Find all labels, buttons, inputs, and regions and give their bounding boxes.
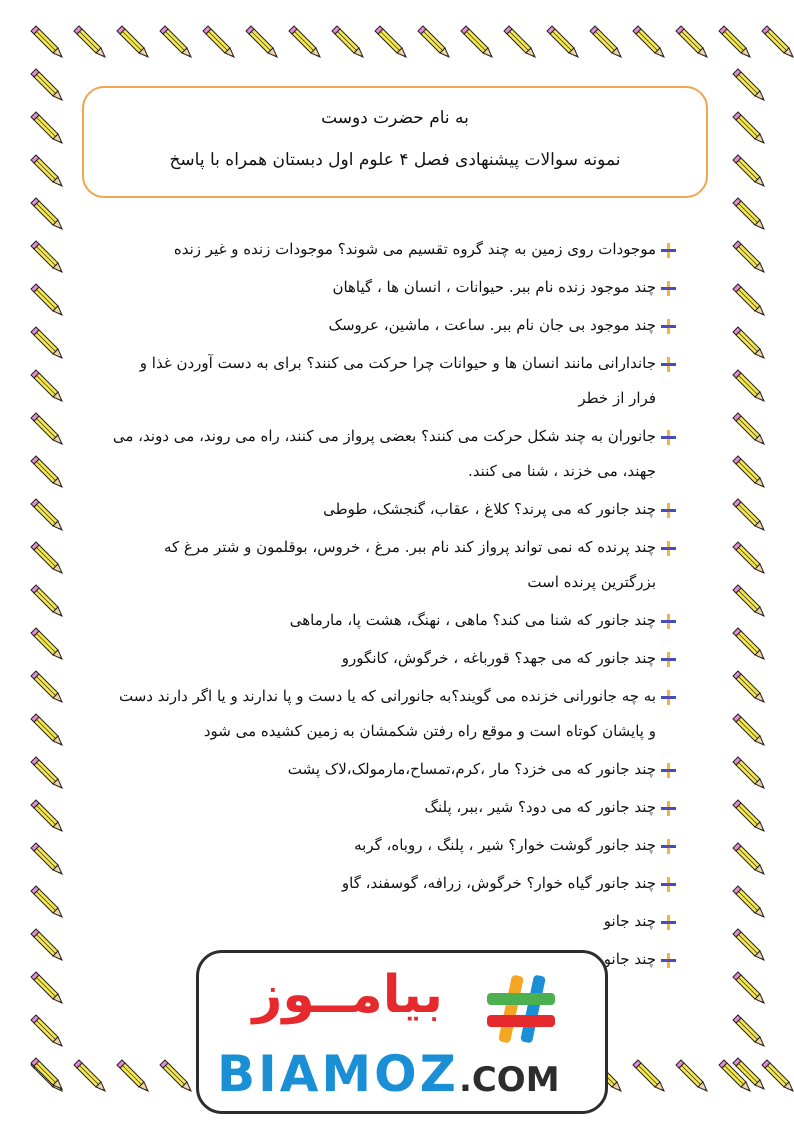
list-item-text: چند موجود زنده نام ببر. حیوانات ، انسان ها ، گیاهان	[332, 278, 656, 296]
pencil-icon	[733, 456, 764, 487]
pencil-icon	[203, 26, 234, 57]
hashtag-icon	[481, 969, 561, 1049]
list-item-text: چند جانور که می خزد؟ مار ،کرم،تمساح،مارمولک،لاک پشت	[287, 760, 656, 778]
pencil-icon	[733, 714, 764, 745]
list-item	[110, 866, 676, 901]
list-item	[110, 679, 676, 749]
pencil-icon	[160, 26, 191, 57]
plus-bullet-icon	[661, 357, 676, 372]
list-item-text: چند جانور گیاه خوار؟ خرگوش، زرافه، گوسفند، گاو	[341, 874, 656, 892]
list-item-text: چند جانور گوشت خوار؟ شیر ، پلنگ ، روباه، گربه	[354, 836, 656, 854]
pencil-icon	[418, 26, 449, 57]
pencil-icon	[733, 413, 764, 444]
pencil-icon	[762, 26, 793, 57]
pencil-icon	[31, 843, 62, 874]
pencil-icon	[676, 1060, 707, 1091]
pencil-icon	[31, 929, 62, 960]
pencil-icon	[676, 26, 707, 57]
list-item-text: جاندارانی مانند انسان ها و حیوانات چرا حرکت می کنند؟ برای به دست آوردن غذا و فرار از خطر	[139, 354, 656, 407]
pencil-icon	[733, 757, 764, 788]
pencil-icon	[31, 284, 62, 315]
pencil-icon	[733, 972, 764, 1003]
plus-bullet-icon	[661, 541, 676, 556]
pencil-icon	[733, 284, 764, 315]
plus-bullet-icon	[661, 839, 676, 854]
pencil-icon	[31, 972, 62, 1003]
pencil-icon	[117, 1060, 148, 1091]
pencil-icon	[31, 370, 62, 401]
pencil-icon	[31, 499, 62, 530]
pencil-icon	[733, 370, 764, 401]
pencil-icon	[733, 886, 764, 917]
plus-bullet-icon	[661, 690, 676, 705]
list-item	[110, 790, 676, 825]
pencil-icon	[31, 628, 62, 659]
list-item	[110, 419, 676, 489]
list-item	[110, 492, 676, 527]
pencil-icon	[31, 456, 62, 487]
list-item	[110, 530, 676, 600]
plus-bullet-icon	[661, 430, 676, 445]
list-item-text: موجودات روی زمین به چند گروه تقسیم می شوند؟ موجودات زنده و غیر زنده	[173, 240, 656, 258]
pencil-icon	[31, 800, 62, 831]
pencil-icon	[160, 1060, 191, 1091]
pencil-icon	[733, 585, 764, 616]
list-item	[110, 752, 676, 787]
pencil-icon	[31, 714, 62, 745]
pencil-icon	[733, 1015, 764, 1046]
plus-bullet-icon	[661, 614, 676, 629]
pencil-icon	[504, 26, 535, 57]
plus-bullet-icon	[661, 877, 676, 892]
pencil-icon	[74, 1060, 105, 1091]
pencil-icon	[733, 69, 764, 100]
list-item	[110, 904, 676, 939]
pencil-icon	[289, 26, 320, 57]
list-item	[110, 828, 676, 863]
plus-bullet-icon	[661, 243, 676, 258]
pencil-icon	[733, 843, 764, 874]
plus-bullet-icon	[661, 953, 676, 968]
list-item-text: به چه جانورانی خزنده می گویند؟به جانورانی که یا دست و پا ندارند و یا اگر دارند دست و پایشان کوتاه است و موقع راه رفتن شکمشان به زمین کشیده می شود	[118, 687, 656, 740]
pencil-icon	[31, 1015, 62, 1046]
list-item-text: چند جانور که شنا می کند؟ ماهی ، نهنگ، هشت پا، مارماهی	[289, 611, 656, 629]
logo-latin-text	[217, 1045, 560, 1103]
pencil-icon	[31, 585, 62, 616]
pencil-icon	[733, 671, 764, 702]
pencil-icon	[117, 26, 148, 57]
list-item-text: چند موجود بی جان نام ببر. ساعت ، ماشین، عروسک	[328, 316, 656, 334]
pencil-icon	[719, 26, 750, 57]
pencil-icon	[31, 155, 62, 186]
page-title: نمونه سوالات پیشنهادی فصل ۴ علوم اول دبستان همراه با پاسخ	[169, 150, 621, 170]
plus-bullet-icon	[661, 801, 676, 816]
pencil-icon	[461, 26, 492, 57]
plus-bullet-icon	[661, 281, 676, 296]
logo-domain: .COM	[458, 1060, 560, 1100]
pencil-icon	[74, 26, 105, 57]
pencil-icon	[31, 886, 62, 917]
question-list	[110, 232, 676, 980]
pencil-icon	[633, 26, 664, 57]
page-greeting: به نام حضرت دوست	[321, 108, 469, 128]
list-item-text: جانوران به چند شکل حرکت می کنند؟ بعضی پرواز می کنند، راه می روند، می دوند، می جهند، می خزند ، شنا می کنند.	[112, 427, 656, 480]
pencil-icon	[733, 542, 764, 573]
plus-bullet-icon	[661, 763, 676, 778]
list-item	[110, 308, 676, 343]
pencil-icon	[633, 1060, 664, 1091]
list-item	[110, 641, 676, 676]
pencil-icon	[31, 69, 62, 100]
pencil-icon	[590, 26, 621, 57]
pencil-icon	[332, 26, 363, 57]
pencil-icon	[31, 26, 62, 57]
list-item-text: چند جانور که می دود؟ شیر ،ببر، پلنگ	[424, 798, 656, 816]
plus-bullet-icon	[661, 915, 676, 930]
list-item	[110, 270, 676, 305]
list-item-text: چند پرنده که نمی تواند پرواز کند نام ببر. مرغ ، خروس، بوقلمون و شتر مرغ که بزرگترین پرنده است	[163, 538, 656, 591]
pencil-icon	[31, 757, 62, 788]
pencil-icon	[733, 628, 764, 659]
pencil-icon	[733, 198, 764, 229]
pencil-icon	[31, 671, 62, 702]
pencil-icon	[31, 542, 62, 573]
pencil-icon	[246, 26, 277, 57]
list-item-text: چند جانور که می جهد؟ قورباغه ، خرگوش، کانگورو	[341, 649, 656, 667]
biamoz-logo[interactable]	[196, 950, 608, 1114]
pencil-icon	[733, 499, 764, 530]
pencil-icon	[762, 1060, 793, 1091]
list-item	[110, 603, 676, 638]
pencil-icon	[31, 413, 62, 444]
pencil-icon	[733, 241, 764, 272]
pencil-icon	[733, 112, 764, 143]
list-item-text: چند جانور که می پرند؟ کلاغ ، عقاب، گنجشک، طوطی	[323, 500, 656, 518]
header-box	[82, 86, 708, 198]
pencil-icon	[31, 198, 62, 229]
list-item	[110, 346, 676, 416]
pencil-icon	[733, 327, 764, 358]
pencil-icon	[375, 26, 406, 57]
pencil-icon	[547, 26, 578, 57]
logo-brand: BIAMOZ	[217, 1045, 459, 1103]
plus-bullet-icon	[661, 503, 676, 518]
plus-bullet-icon	[661, 652, 676, 667]
pencil-icon	[733, 800, 764, 831]
list-item-text: چند جانو	[603, 950, 656, 968]
pencil-icon	[31, 327, 62, 358]
pencil-icon	[31, 1058, 62, 1089]
pencil-icon	[733, 155, 764, 186]
pencil-icon	[31, 112, 62, 143]
list-item-text: چند جانو	[603, 912, 656, 930]
list-item	[110, 232, 676, 267]
pencil-icon	[733, 929, 764, 960]
plus-bullet-icon	[661, 319, 676, 334]
logo-persian-text: بیامــوز	[252, 965, 443, 1025]
pencil-icon	[31, 241, 62, 272]
